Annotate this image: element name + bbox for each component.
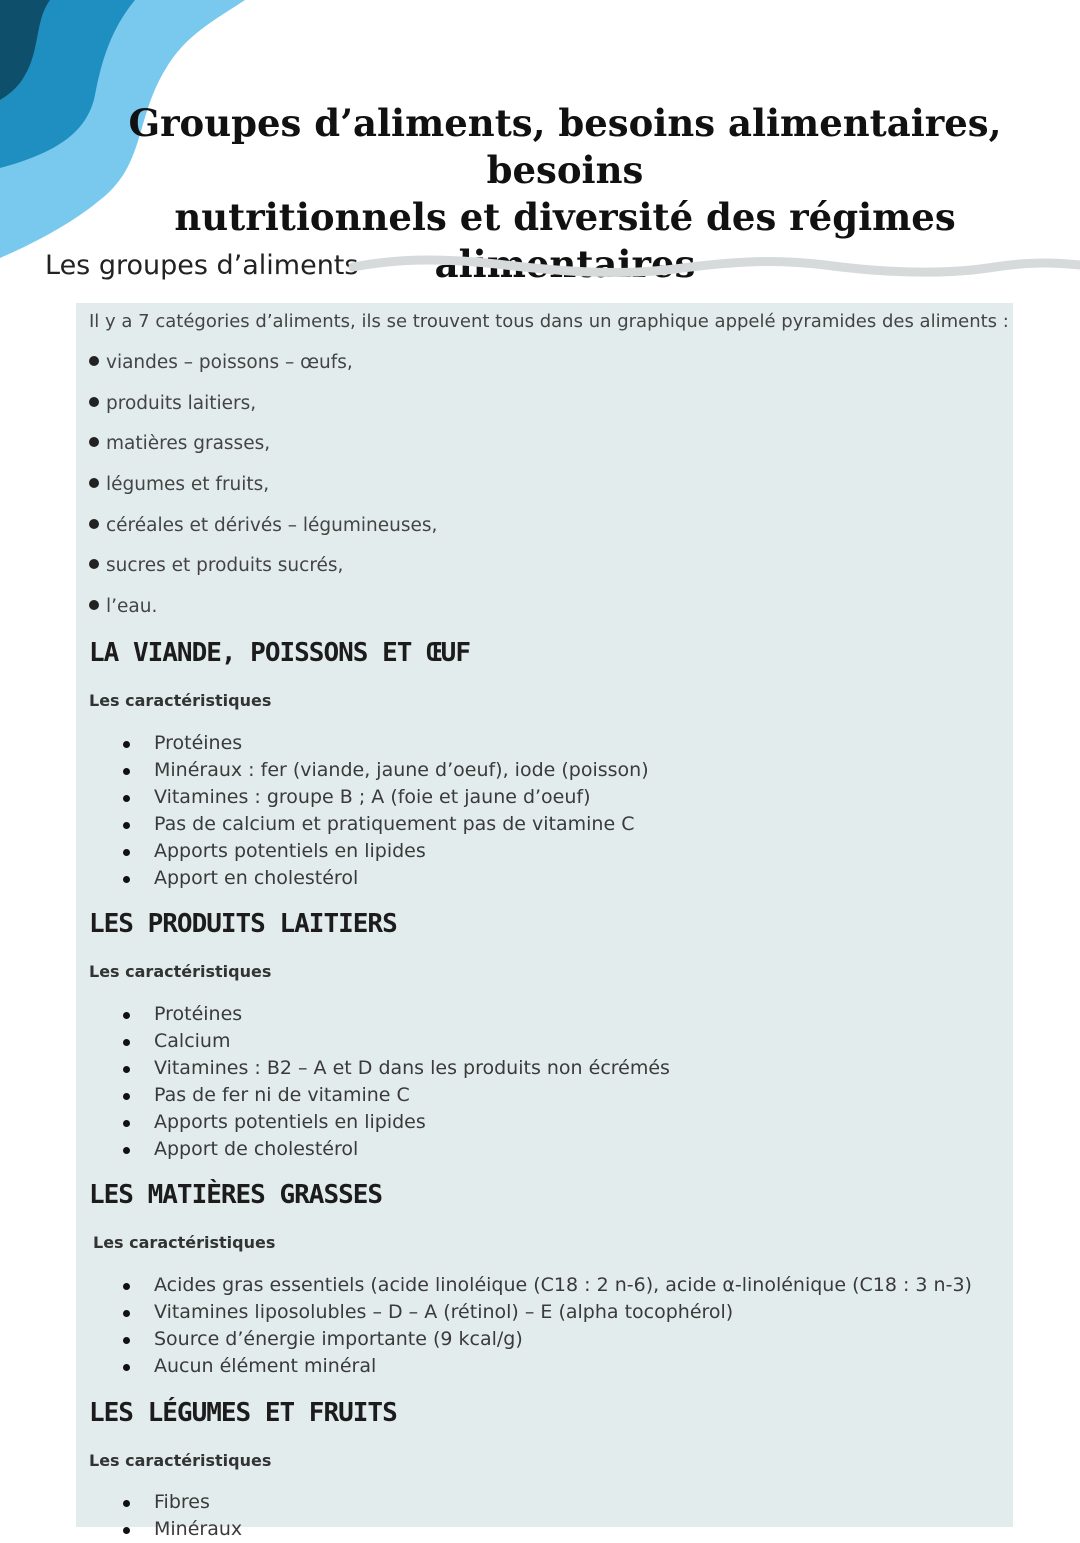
list-item: viandes – poissons – œufs, bbox=[89, 350, 437, 391]
brush-stroke-divider bbox=[345, 253, 1080, 283]
list-item: Minéraux bbox=[120, 1516, 242, 1543]
list-item: Aucun élément minéral bbox=[120, 1353, 972, 1380]
bullet-icon bbox=[89, 600, 99, 610]
group-subtitle: Les caractéristiques bbox=[93, 1233, 276, 1252]
list-item: l’eau. bbox=[89, 594, 437, 635]
bullet-icon bbox=[89, 437, 99, 447]
group-title-matieres-grasses: LES MATIÈRES GRASSES bbox=[89, 1180, 383, 1210]
group-title-legumes-fruits: LES LÉGUMES ET FRUITS bbox=[89, 1398, 397, 1428]
list-item: Fibres bbox=[120, 1489, 242, 1516]
list-item: Pas de fer ni de vitamine C bbox=[120, 1082, 670, 1109]
list-item: Acides gras essentiels (acide linoléique (C18 : 2 n-6), acide α-linolénique (C18 : 3 n-3) bbox=[120, 1272, 972, 1299]
list-item: matières grasses, bbox=[89, 431, 437, 472]
group-title-viande: LA VIANDE, POISSONS ET ŒUF bbox=[89, 638, 470, 668]
page-title-line-2: nutritionnels et diversité des régimes alimentaires bbox=[174, 195, 956, 286]
list-item: Source d’énergie importante (9 kcal/g) bbox=[120, 1326, 972, 1353]
list-item: Apports potentiels en lipides bbox=[120, 1109, 670, 1136]
group-title-produits-laitiers: LES PRODUITS LAITIERS bbox=[89, 909, 397, 939]
list-item: Protéines bbox=[120, 1001, 670, 1028]
intro-text: Il y a 7 catégories d’aliments, ils se trouvent tous dans un graphique appelé pyramides des aliments : bbox=[89, 311, 1009, 332]
food-categories-list bbox=[89, 350, 437, 635]
list-item: Vitamines : groupe B ; A (foie et jaune d’oeuf) bbox=[120, 784, 649, 811]
list-item: Pas de calcium et pratiquement pas de vitamine C bbox=[120, 811, 649, 838]
list-item: céréales et dérivés – légumineuses, bbox=[89, 513, 437, 554]
group-properties-list bbox=[120, 1001, 670, 1164]
list-item: Apport en cholestérol bbox=[120, 865, 649, 892]
list-item: Vitamines liposolubles – D – A (rétinol) – E (alpha tocophérol) bbox=[120, 1299, 972, 1326]
list-item: Apport de cholestérol bbox=[120, 1136, 670, 1163]
list-item: légumes et fruits, bbox=[89, 472, 437, 513]
bullet-icon bbox=[89, 397, 99, 407]
list-item: Calcium bbox=[120, 1028, 670, 1055]
list-item: sucres et produits sucrés, bbox=[89, 553, 437, 594]
list-item: Vitamines : B2 – A et D dans les produits non écrémés bbox=[120, 1055, 670, 1082]
bullet-icon bbox=[89, 559, 99, 569]
page-title-line-1: Groupes d’aliments, besoins alimentaires, besoins bbox=[128, 101, 1002, 192]
group-properties-list bbox=[120, 1489, 242, 1543]
group-subtitle: Les caractéristiques bbox=[89, 962, 272, 981]
list-item: produits laitiers, bbox=[89, 391, 437, 432]
group-subtitle: Les caractéristiques bbox=[89, 1451, 272, 1470]
list-item: Protéines bbox=[120, 730, 649, 757]
section-heading: Les groupes d’aliments bbox=[45, 250, 359, 281]
bullet-icon bbox=[89, 356, 99, 366]
group-properties-list bbox=[120, 730, 649, 893]
list-item: Apports potentiels en lipides bbox=[120, 838, 649, 865]
bullet-icon bbox=[89, 478, 99, 488]
group-properties-list bbox=[120, 1272, 972, 1380]
list-item: Minéraux : fer (viande, jaune d’oeuf), iode (poisson) bbox=[120, 757, 649, 784]
bullet-icon bbox=[89, 519, 99, 529]
group-subtitle: Les caractéristiques bbox=[89, 691, 272, 710]
